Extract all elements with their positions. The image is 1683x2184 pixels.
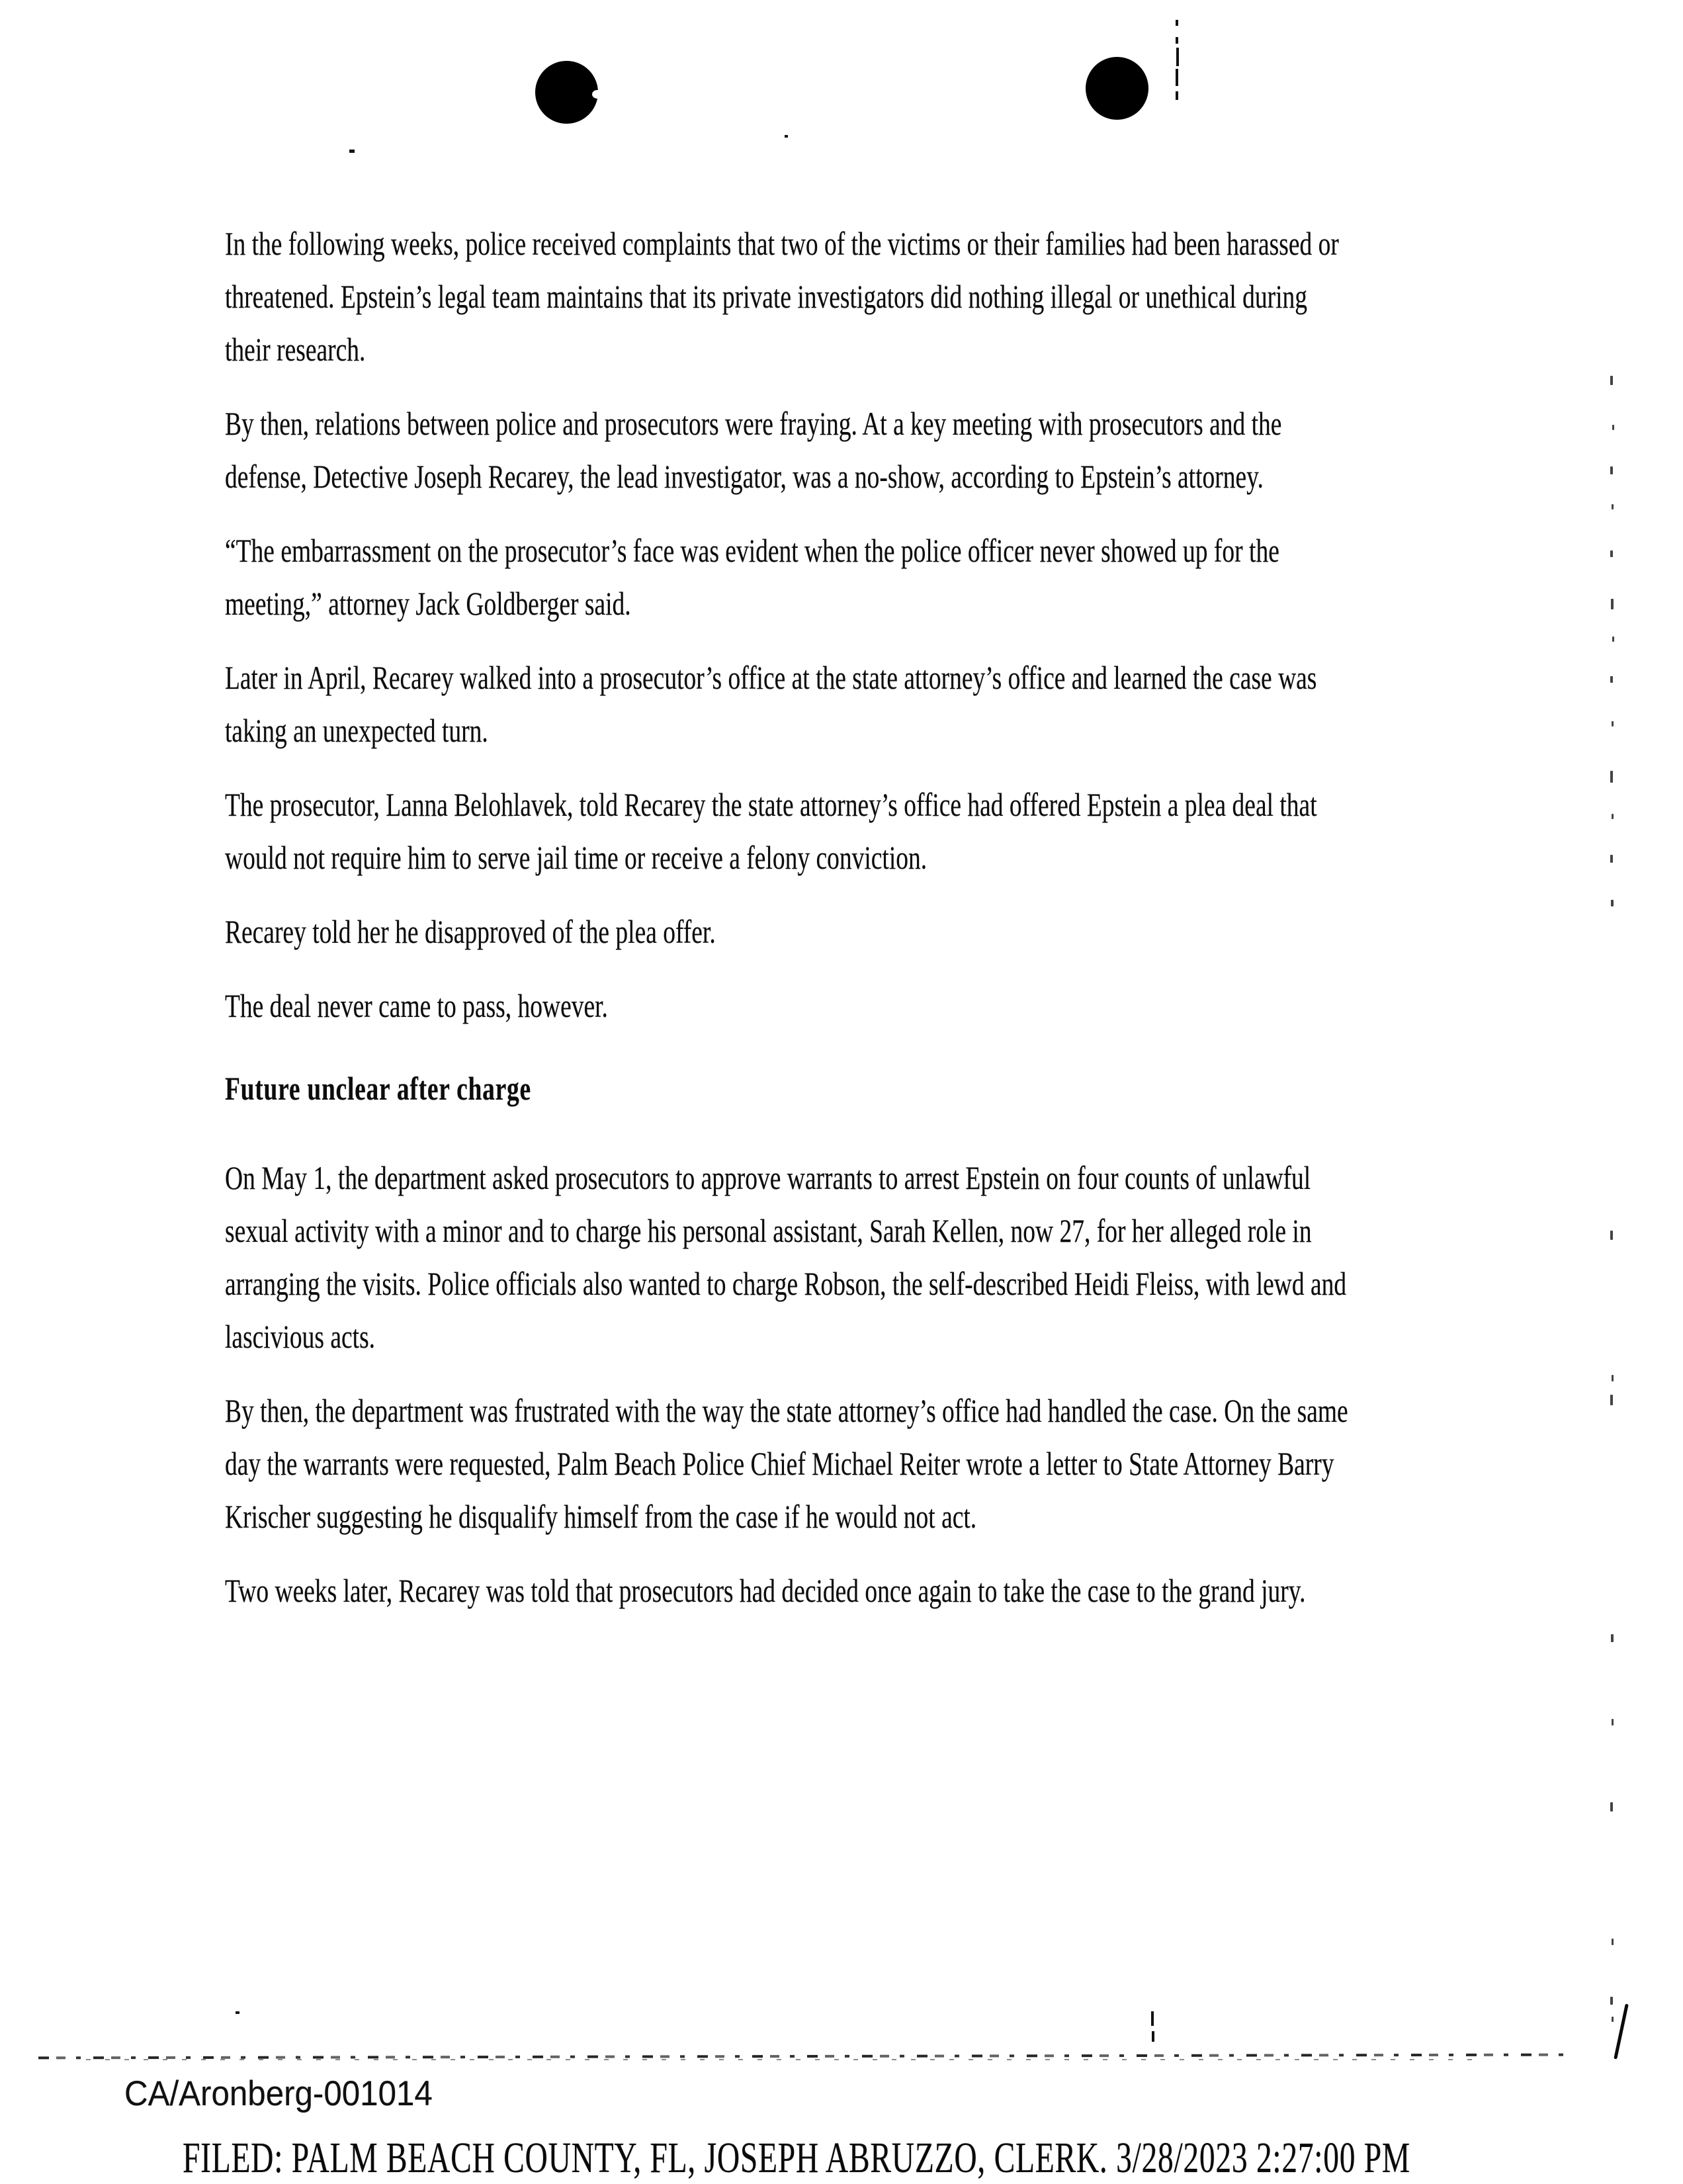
scan-noise-mark <box>1612 636 1614 642</box>
paragraph: By then, relations between police and prosecutors were fraying. At a key meeting with prosecutors and the defense, Detective Joseph Recarey, the lead investigator, was a no-show, according to Epstein’s attorney. <box>225 405 1282 495</box>
paragraph: Recarey told her he disapproved of the plea offer. <box>225 913 716 950</box>
scan-noise-mark <box>1611 1634 1614 1642</box>
scan-noise-mark <box>1610 855 1613 863</box>
scan-noise-mark <box>1610 466 1613 474</box>
scan-noise-mark <box>1176 91 1178 100</box>
scan-noise-mark <box>1152 2031 1154 2042</box>
hole-punch-notch <box>592 90 603 99</box>
scan-noise-mark <box>1612 425 1614 430</box>
scan-noise-mark <box>1610 676 1613 683</box>
scan-edge-line <box>86 2059 1475 2060</box>
scan-noise-mark <box>1611 599 1614 609</box>
scan-noise-mark <box>1151 2011 1154 2026</box>
scan-noise-mark <box>1176 69 1178 86</box>
scan-noise-mark <box>236 2011 239 2014</box>
scan-noise-mark <box>1176 48 1179 66</box>
scan-noise-mark <box>1610 376 1613 385</box>
hole-punch-mark-left <box>535 61 598 124</box>
scan-noise-mark <box>1611 900 1614 906</box>
scan-noise-mark <box>785 135 788 138</box>
scan-noise-mark <box>1610 771 1613 783</box>
scan-noise-mark <box>1176 37 1178 44</box>
filing-stamp: FILED: PALM BEACH COUNTY, FL, JOSEPH ABRUZZO, CLERK. 3/28/2023 2:27:00 PM <box>183 2134 1410 2182</box>
scan-noise-mark <box>1612 721 1614 726</box>
paragraph: By then, the department was frustrated with the way the state attorney’s office had handled the case. On the same day the warrants were requested, Palm Beach Police Chief Michael Reiter wrote a letter to State Attorney Barry Krischer suggesting he disqualify himself from the case if he would not act. <box>225 1392 1348 1535</box>
scan-noise-mark <box>1612 1375 1614 1381</box>
scan-noise-mark <box>1612 1719 1614 1725</box>
hole-punch-mark-right <box>1086 57 1148 120</box>
scan-noise-mark <box>1176 20 1178 26</box>
scan-noise-mark <box>1610 1231 1613 1240</box>
paragraph: The deal never came to pass, however. <box>225 987 608 1024</box>
paragraph: Later in April, Recarey walked into a prosecutor’s office at the state attorney’s office and learned the case was taking an unexpected turn. <box>225 659 1317 749</box>
scan-noise-mark <box>1610 1802 1613 1812</box>
scan-noise-mark <box>1610 1395 1613 1405</box>
scan-noise-mark <box>1614 2003 1629 2059</box>
scan-noise-mark <box>1612 814 1614 819</box>
scan-noise-mark <box>1610 550 1613 557</box>
scan-noise-mark <box>349 150 355 153</box>
paragraph: On May 1, the department asked prosecutors to approve warrants to arrest Epstein on four counts of unlawful sexual activity with a minor and to charge his personal assistant, Sarah Kellen, now 27, for her alleged role in arranging the visits. Police officials also wanted to charge Robson, the self-described Heidi Fleiss, with lewd and lascivious acts. <box>225 1159 1347 1355</box>
paragraph: In the following weeks, police received complaints that two of the victims or their families had been harassed or threatened. Epstein’s legal team maintains that its private investigators did nothing illegal or unethical during their research. <box>225 225 1339 368</box>
scan-noise-mark <box>1612 2017 1614 2022</box>
bates-number: CA/Aronberg-001014 <box>124 2074 433 2113</box>
scan-noise-mark <box>1612 504 1614 509</box>
paragraph: “The embarrassment on the prosecutor’s face was evident when the police officer never showed up for the meeting,” attorney Jack Goldberger said. <box>225 532 1279 622</box>
paragraph: Two weeks later, Recarey was told that prosecutors had decided once again to take the case to the grand jury. <box>225 1572 1306 1609</box>
scan-noise-mark <box>1612 1939 1614 1945</box>
article-text-block <box>225 217 1352 1638</box>
section-heading: Future unclear after charge <box>225 1070 531 1107</box>
scan-noise-mark <box>1610 1997 1613 2005</box>
paragraph: The prosecutor, Lanna Belohlavek, told Recarey the state attorney’s office had offered Epstein a plea deal that would not require him to serve jail time or receive a felony conviction. <box>225 786 1317 876</box>
